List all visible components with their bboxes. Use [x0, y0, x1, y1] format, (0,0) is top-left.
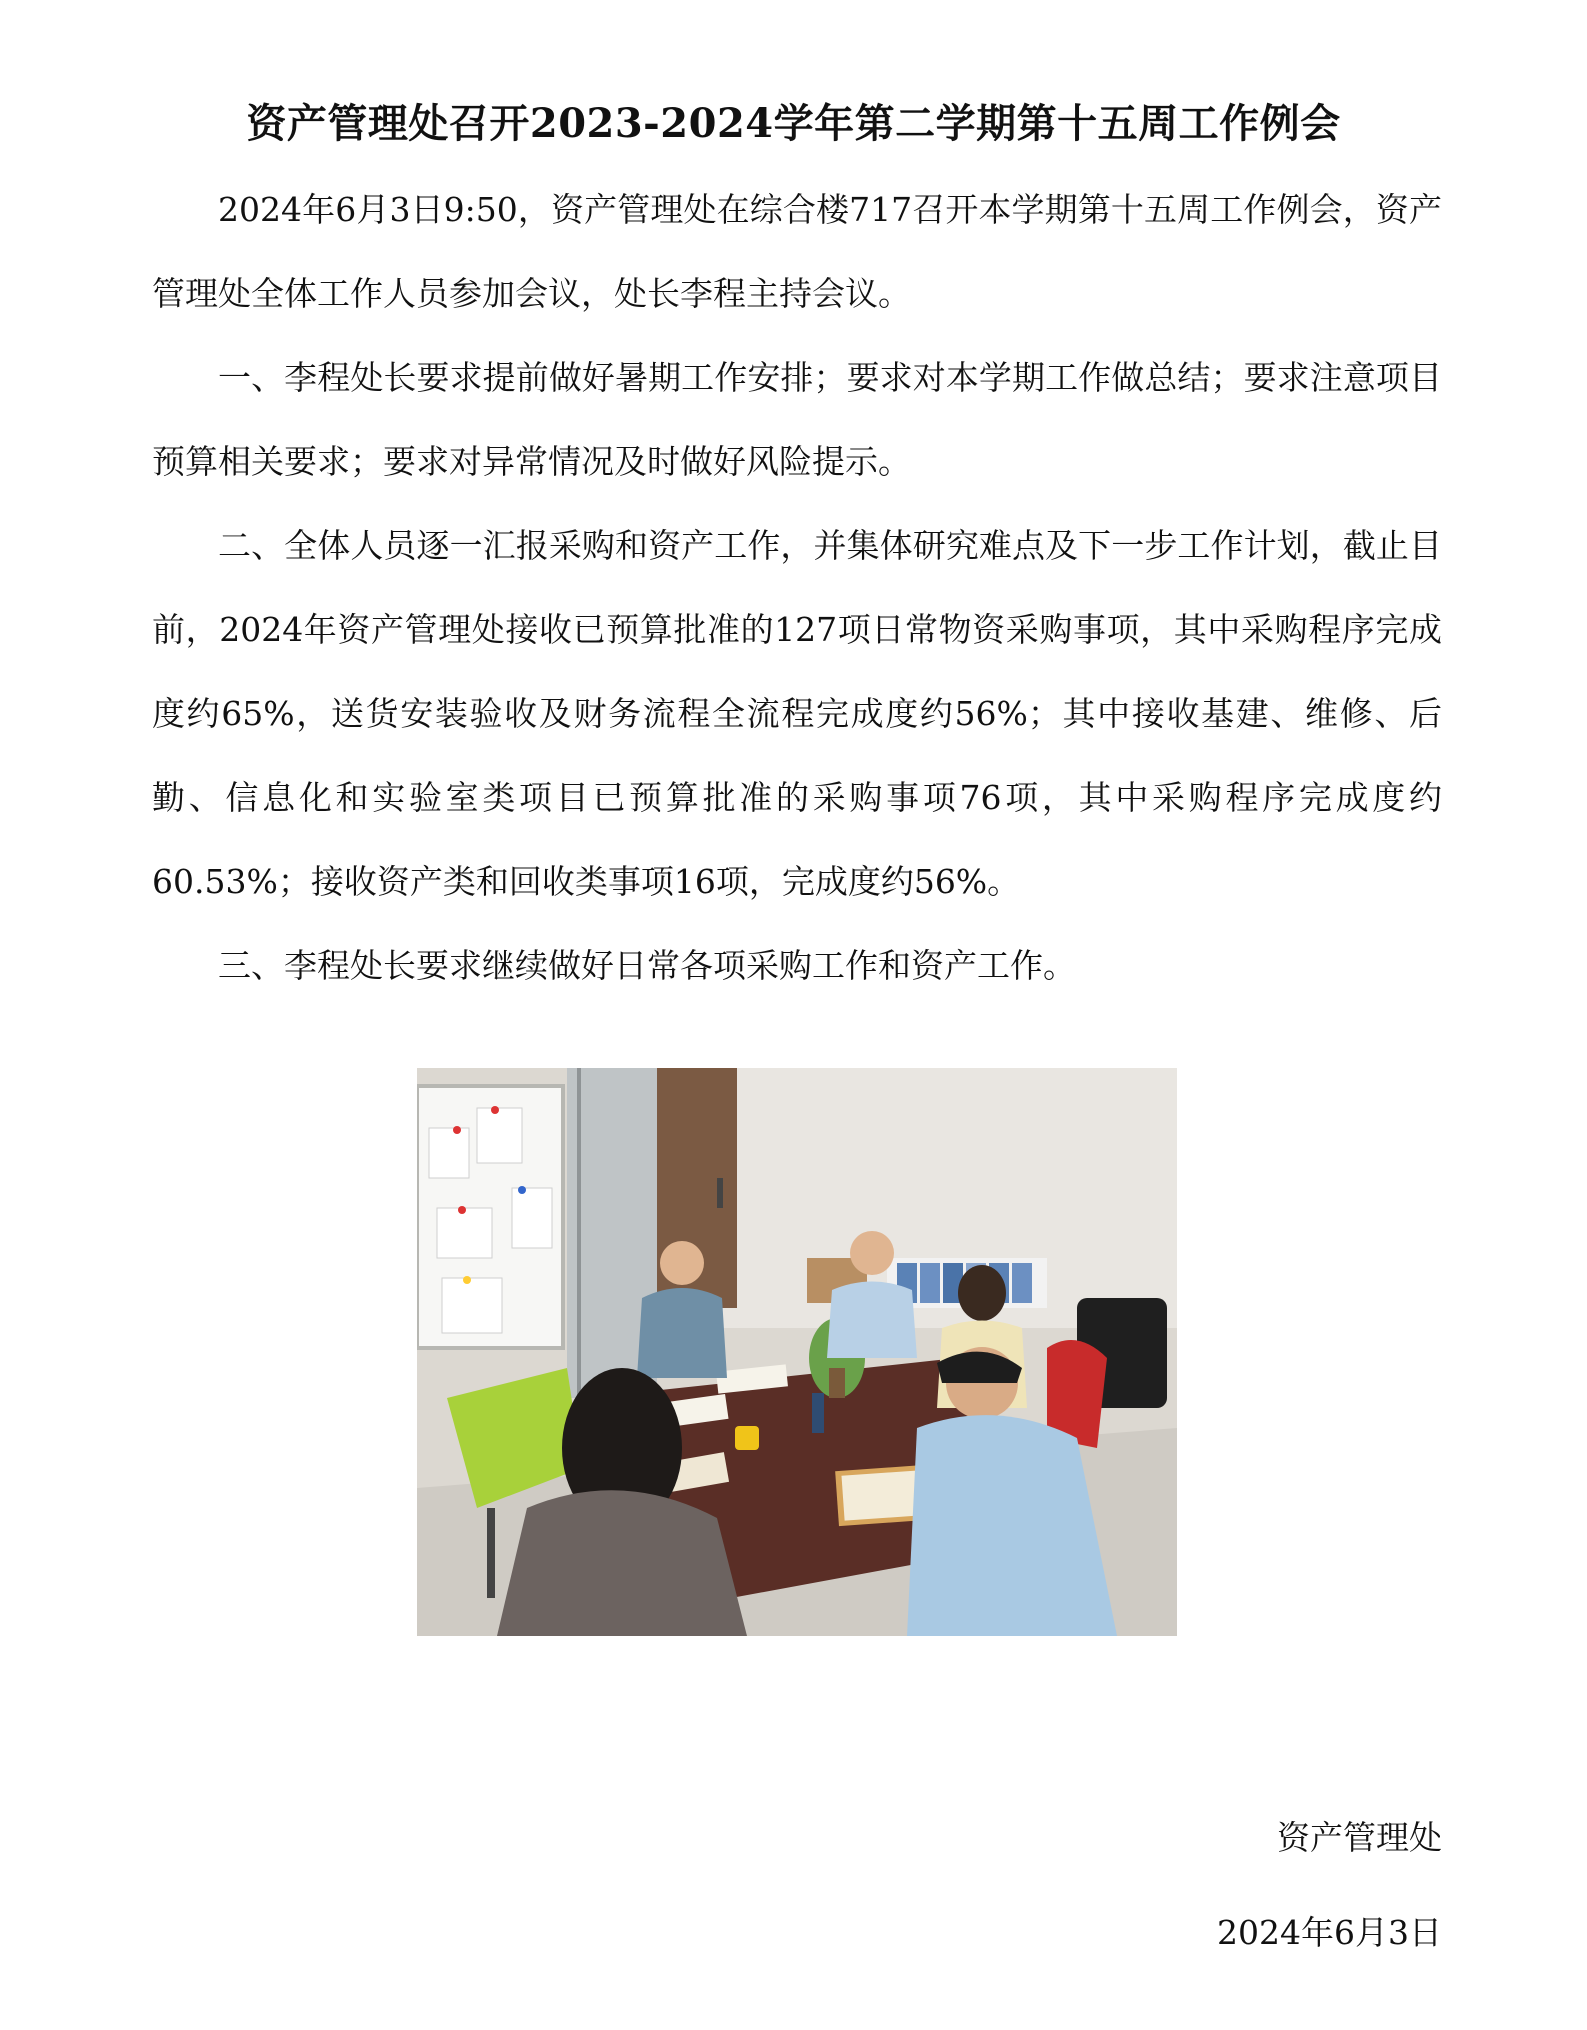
meeting-photo	[417, 1068, 1177, 1636]
signature-org: 资产管理处	[1277, 1818, 1442, 1857]
signature-date: 2024年6月3日	[1217, 1913, 1442, 1952]
paragraph-point-3: 三、李程处长要求继续做好日常各项采购工作和资产工作。	[218, 946, 1076, 985]
document-title: 资产管理处召开2023-2024学年第二学期第十五周工作例会	[246, 100, 1341, 147]
paragraph-intro: 2024年6月3日9:50，资产管理处在综合楼717召开本学期第十五周工作例会，资产管理处全体工作人员参加会议，处长李程主持会议。	[152, 190, 1442, 313]
paragraph-point-2: 二、全体人员逐一汇报采购和资产工作，并集体研究难点及下一步工作计划，截止目前，2024年资产管理处接收已预算批准的127项日常物资采购事项，其中采购程序完成度约65%，送货安装验收及财务流程全流程完成度约56%；其中接收基建、维修、后勤、信息化和实验室类项目已预算批准的采购事项76项，其中采购程序完成度约60.53%；接收资产类和回收类事项16项，完成度约56%。	[152, 526, 1442, 901]
document-body	[152, 168, 1442, 1008]
paragraph-point-1: 一、李程处长要求提前做好暑期工作安排；要求对本学期工作做总结；要求注意项目预算相关要求；要求对异常情况及时做好风险提示。	[152, 358, 1442, 481]
